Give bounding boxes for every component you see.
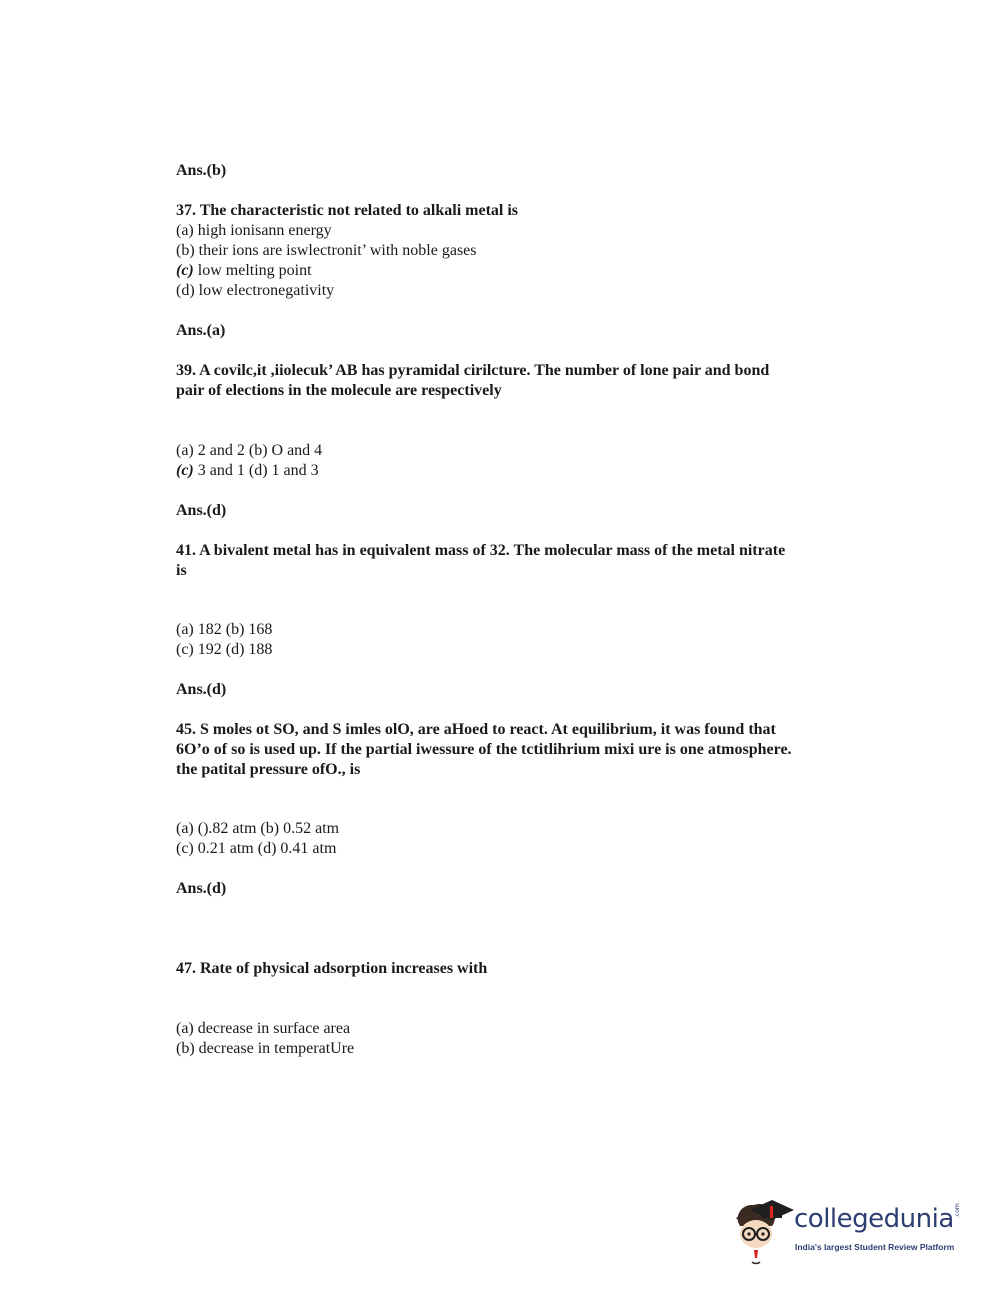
mascot-icon — [732, 1196, 794, 1266]
question-47-option-a: (a) decrease in surface area — [176, 1020, 351, 1037]
brand-tagline: India's largest Student Review Platform — [795, 1242, 955, 1252]
answer-36: Ans.(b) — [176, 162, 227, 179]
answer-41: Ans.(d) — [176, 681, 227, 698]
question-41-options-cd: (c) 192 (d) 188 — [176, 641, 273, 658]
option-c-label: (c) — [176, 262, 194, 279]
answer-37: Ans.(a) — [176, 322, 226, 339]
question-39-options-ab: (a) 2 and 2 (b) O and 4 — [176, 442, 323, 459]
option-cd-text: 3 and 1 (d) 1 and 3 — [193, 462, 319, 479]
question-37-option-a: (a) high ionisann energy — [176, 222, 332, 239]
question-41-options-ab: (a) 182 (b) 168 — [176, 621, 273, 638]
question-47-option-b: (b) decrease in temperatUre — [176, 1040, 355, 1057]
question-45-options-cd: (c) 0.21 atm (d) 0.41 atm — [176, 840, 337, 857]
question-47-text: 47. Rate of physical adsorption increases with — [176, 960, 488, 977]
question-41-text-line-1: 41. A bivalent metal has in equivalent mass of 32. The molecular mass of the metal nitrate — [176, 542, 786, 559]
question-37-text: 37. The characteristic not related to alkali metal is — [176, 202, 519, 219]
option-c-text: low melting point — [193, 262, 312, 279]
question-39-text-line-1: 39. A covilc,it ,iiolecuk’ AB has pyramidal cirilcture. The number of lone pair and bond — [176, 362, 770, 379]
option-c-label: (c) — [176, 462, 194, 479]
question-45-text-line-3: the patital pressure ofO., is — [176, 761, 361, 778]
question-45-text-line-2: 6O’o of so is used up. If the partial iwessure of the tctitlihrium mixi ure is one atmosphere. — [176, 741, 792, 758]
question-39-text-line-2: pair of elections in the molecule are respectively — [176, 382, 502, 399]
question-45-options-ab: (a) ().82 atm (b) 0.52 atm — [176, 820, 340, 837]
brand-suffix: .com — [954, 1203, 961, 1218]
brand-name: collegedunia — [794, 1204, 954, 1234]
question-39-options-cd — [176, 461, 319, 481]
answer-45: Ans.(d) — [176, 880, 227, 897]
question-37-option-d: (d) low electronegativity — [176, 282, 335, 299]
question-37-option-b: (b) their ions are iswlectronit’ with noble gases — [176, 242, 477, 259]
question-45-text-line-1: 45. S moles ot SO, and S imles olO, are aHoed to react. At equilibrium, it was found that — [176, 721, 776, 738]
question-37-option-c — [176, 261, 312, 281]
answer-39: Ans.(d) — [176, 502, 227, 519]
collegedunia-logo — [732, 1196, 962, 1266]
question-41-text-line-2: is — [176, 562, 187, 579]
